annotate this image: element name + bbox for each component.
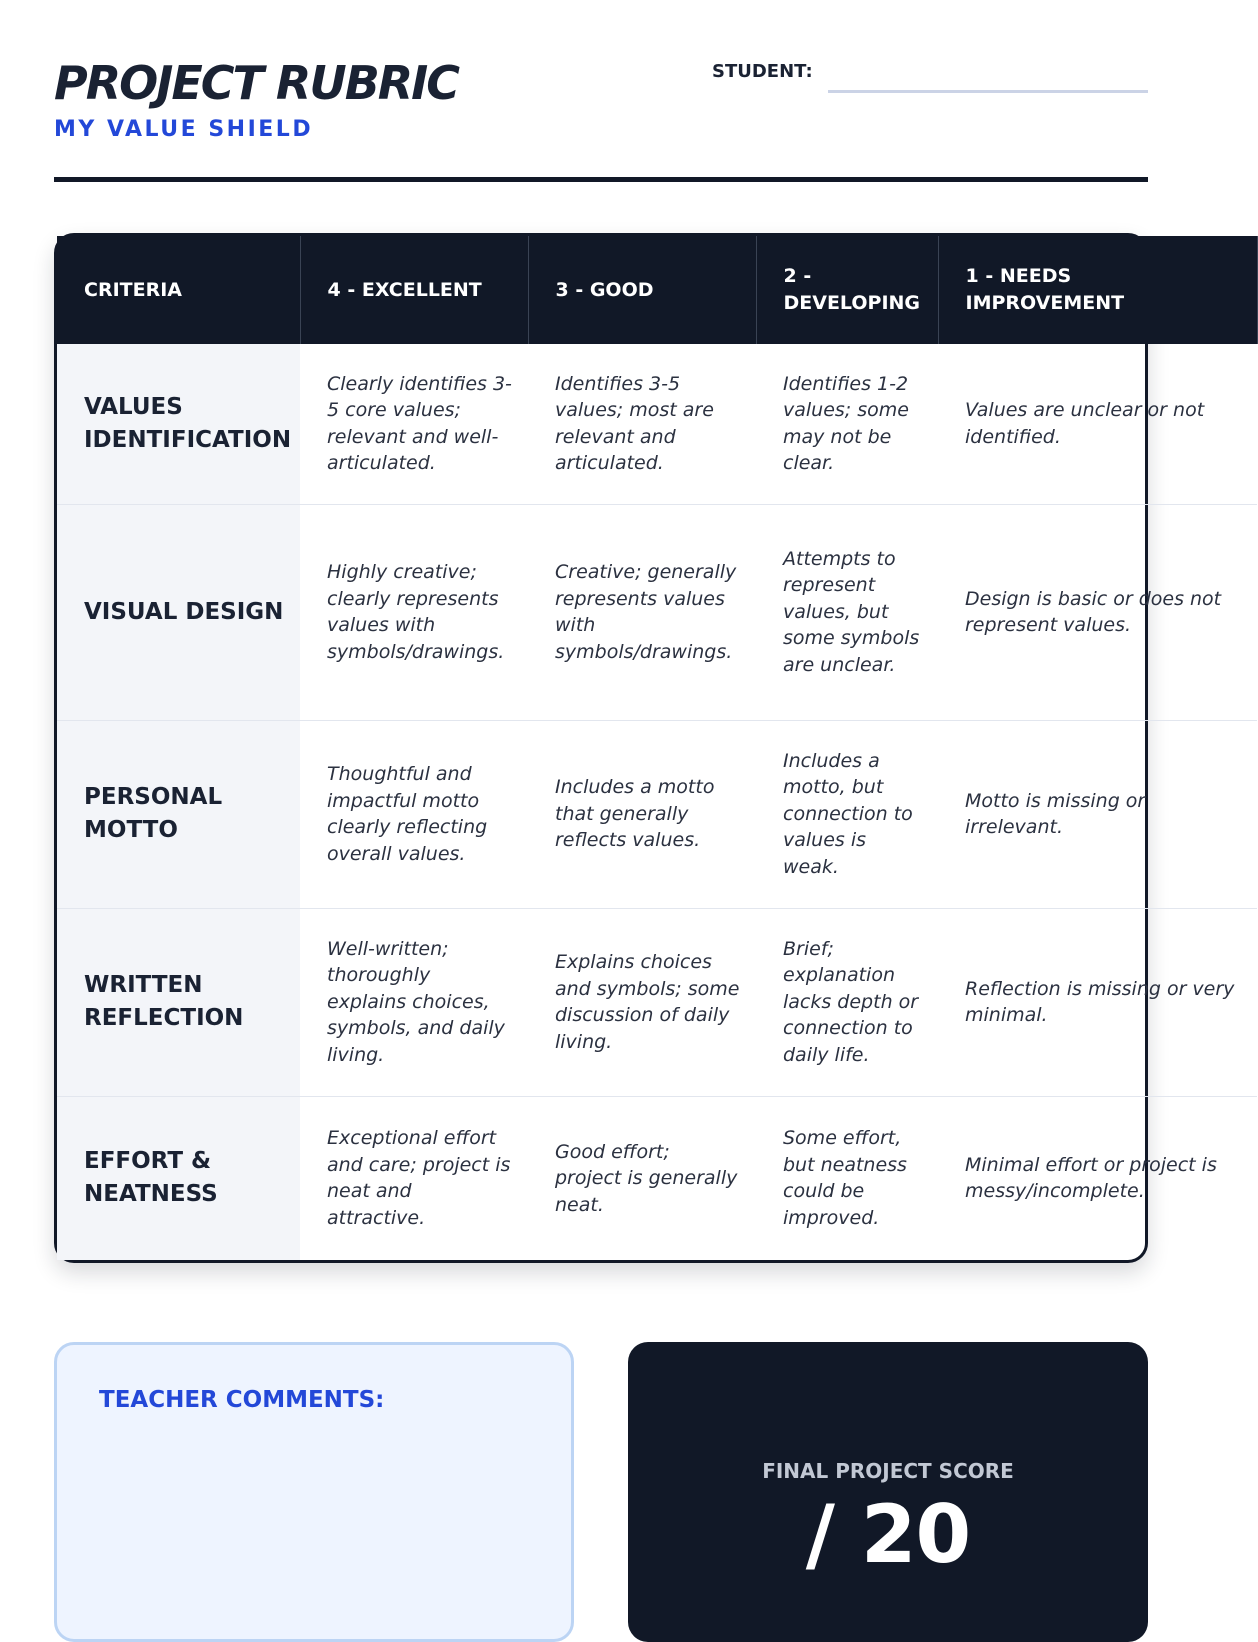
rubric-cell: Identifies 3-5 values; most are relevant and articulated. xyxy=(555,372,714,475)
rubric-table-card xyxy=(54,233,1235,1263)
table-row xyxy=(57,344,1257,504)
criterion-cell: EFFORT & NEATNESS xyxy=(57,1096,300,1260)
table-row xyxy=(57,720,1257,908)
table-row xyxy=(57,1096,1257,1260)
column-header-excellent: 4 - EXCELLENT xyxy=(300,236,528,344)
criterion-cell: PERSONAL MOTTO xyxy=(57,720,300,908)
rubric-cell: Minimal effort or project is messy/incomplete. xyxy=(938,1096,1257,1260)
column-header-criteria: CRITERIA xyxy=(57,236,300,344)
rubric-cell: Exceptional effort and care; project is neat and attractive. xyxy=(300,1096,528,1260)
table-row xyxy=(57,908,1257,1096)
student-label: STUDENT: xyxy=(712,61,813,82)
rubric-cell: Reflection is missing or very minimal. xyxy=(938,908,1257,1096)
criterion-cell: VALUES IDENTIFICATION xyxy=(57,344,300,504)
rubric-cell: Includes a motto, but connection to values is weak. xyxy=(756,720,938,908)
rubric-cell: Good effort; project is generally neat. xyxy=(528,1096,756,1260)
final-score-value: / 20 xyxy=(805,1488,971,1581)
page-header xyxy=(54,56,1148,182)
column-header-developing: 2 - DEVELOPING xyxy=(756,236,938,344)
rubric-cell: Includes a motto that generally reflects values. xyxy=(528,720,756,908)
rubric-cell: Explains choices and symbols; some discussion of daily living. xyxy=(528,908,756,1096)
table-row xyxy=(57,504,1257,720)
rubric-cell: Attempts to represent values, but some symbols are unclear. xyxy=(756,504,938,720)
criterion-cell: WRITTEN REFLECTION xyxy=(57,908,300,1096)
column-header-good: 3 - GOOD xyxy=(528,236,756,344)
teacher-comments-box[interactable] xyxy=(54,1342,574,1642)
rubric-cell: Motto is missing or irrelevant. xyxy=(938,720,1257,908)
rubric-cell: Values are unclear or not identified. xyxy=(965,399,1205,448)
rubric-header-row xyxy=(57,236,1257,344)
rubric-cell: Creative; generally represents values with symbols/drawings. xyxy=(528,504,756,720)
rubric-cell: Clearly identifies 3-5 core values; relevant and well-articulated. xyxy=(327,372,512,475)
teacher-comments-title: TEACHER COMMENTS: xyxy=(99,1387,385,1413)
page-title: PROJECT RUBRIC xyxy=(54,56,459,110)
rubric-cell: Thoughtful and impactful motto clearly reflecting overall values. xyxy=(300,720,528,908)
final-score-label: FINAL PROJECT SCORE xyxy=(762,1459,1014,1483)
rubric-cell: Design is basic or does not represent values. xyxy=(938,504,1257,720)
rubric-cell: Highly creative; clearly represents values with symbols/drawings. xyxy=(300,504,528,720)
rubric-cell: Brief; explanation lacks depth or connection to daily life. xyxy=(756,908,938,1096)
student-name-line[interactable] xyxy=(828,90,1148,93)
rubric-cell: Identifies 1-2 values; some may not be clear. xyxy=(783,372,909,475)
rubric-cell: Well-written; thoroughly explains choices, symbols, and daily living. xyxy=(300,908,528,1096)
criterion-cell: VISUAL DESIGN xyxy=(57,504,300,720)
rubric-cell: Some effort, but neatness could be improved. xyxy=(756,1096,938,1260)
column-header-needs-improvement: 1 - NEEDS IMPROVEMENT xyxy=(938,236,1257,344)
page-subtitle: MY VALUE SHIELD xyxy=(54,117,314,142)
final-score-panel xyxy=(628,1342,1148,1642)
rubric-table xyxy=(57,236,1258,1260)
